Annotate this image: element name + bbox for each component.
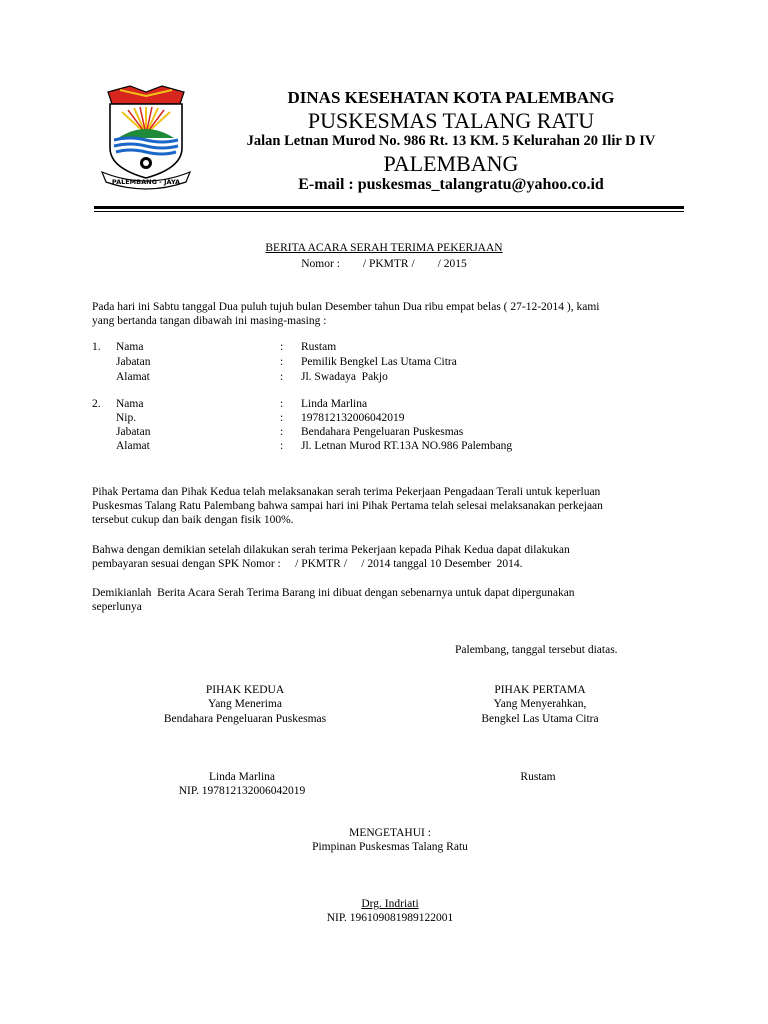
colon: : <box>280 440 284 452</box>
institution-address: Jalan Letnan Murod No. 986 Rt. 13 KM. 5 Kelurahan 20 Ilir D IV <box>246 133 656 149</box>
signatory-left-name: Linda Marlina <box>208 771 276 783</box>
signatory-right-name: Rustam <box>520 771 556 783</box>
colon: : <box>280 398 284 410</box>
party-2-value: Linda Marlina <box>301 398 368 410</box>
colon: : <box>280 426 284 438</box>
document-title: BERITA ACARA SERAH TERIMA PEKERJAAN <box>265 242 503 254</box>
palembang-city-emblem <box>100 84 192 194</box>
signatory-right-sub: Yang Menyerahkan, <box>493 698 587 710</box>
colon: : <box>280 356 284 368</box>
signatory-right-position: Bengkel Las Utama Citra <box>481 713 599 725</box>
signatory-left-role: PIHAK KEDUA <box>205 684 285 696</box>
letterhead-divider-thin <box>94 211 684 212</box>
document-number: Nomor : / PKMTR / / 2015 <box>301 258 467 270</box>
approval-label: MENGETAHUI : <box>349 827 431 839</box>
party-2-label: Nip. <box>116 412 137 424</box>
paragraph-1-line-1: Pihak Pertama dan Pihak Kedua telah melaksanakan serah terima Pekerjaan Pengadaan Terali untuk keperluan <box>92 486 601 498</box>
colon: : <box>280 371 284 383</box>
letterhead-divider-thick <box>94 206 684 209</box>
paragraph-2-line-2: pembayaran sesuai dengan SPK Nomor : / PKMTR / / 2014 tanggal 10 Desember 2014. <box>92 558 523 570</box>
party-2-value: Bendahara Pengeluaran Puskesmas <box>301 426 464 438</box>
party-1-value: Pemilik Bengkel Las Utama Citra <box>301 356 457 368</box>
party-2-label: Alamat <box>116 440 150 452</box>
colon: : <box>280 412 284 424</box>
party-1-label: Jabatan <box>116 356 151 368</box>
approver-name: Drg. Indriati <box>361 898 419 910</box>
party-2-value: 197812132006042019 <box>301 412 405 424</box>
intro-line-2: yang bertanda tangan dibawah ini masing-masing : <box>92 315 327 327</box>
colon: : <box>280 341 284 353</box>
signatory-left-sub: Yang Menerima <box>208 698 282 710</box>
institution-email: E-mail : puskesmas_talangratu@yahoo.co.id <box>298 176 604 193</box>
paragraph-1-line-3: tersebut cukup dan baik dengan fisik 100%. <box>92 514 294 526</box>
signatory-left-nip: NIP. 197812132006042019 <box>178 785 306 797</box>
city-name: PALEMBANG <box>383 151 519 176</box>
party-1-number: 1. <box>92 341 101 353</box>
party-1-value: Rustam <box>301 341 337 353</box>
party-2-value: Jl. Letnan Murod RT.13A NO.986 Palembang <box>301 440 513 452</box>
paragraph-1-line-2: Puskesmas Talang Ratu Palembang bahwa sampai hari ini Pihak Pertama telah selesai melaksanakan perkejaan <box>92 500 603 512</box>
paragraph-3-line-2: seperlunya <box>92 601 142 613</box>
agency-name: DINAS KESEHATAN KOTA PALEMBANG <box>287 88 615 107</box>
party-1-label: Alamat <box>116 371 150 383</box>
institution-name: PUSKESMAS TALANG RATU <box>307 108 595 133</box>
approver-nip: NIP. 196109081989122001 <box>326 912 454 924</box>
approval-position: Pimpinan Puskesmas Talang Ratu <box>312 841 468 853</box>
place-and-date: Palembang, tanggal tersebut diatas. <box>455 644 618 656</box>
emblem-ribbon-text: PALEMBANG - JAYA <box>111 178 181 186</box>
party-2-label: Jabatan <box>116 426 151 438</box>
party-1-value: Jl. Swadaya Pakjo <box>301 371 388 383</box>
signatory-left-position: Bendahara Pengeluaran Puskesmas <box>163 713 327 725</box>
party-2-number: 2. <box>92 398 101 410</box>
signatory-right-role: PIHAK PERTAMA <box>494 684 586 696</box>
party-1-label: Nama <box>116 341 144 353</box>
intro-line-1: Pada hari ini Sabtu tanggal Dua puluh tujuh bulan Desember tahun Dua ribu empat belas ( 27-12-2014 ), kami <box>92 301 600 313</box>
party-2-label: Nama <box>116 398 144 410</box>
paragraph-2-line-1: Bahwa dengan demikian setelah dilakukan serah terima Pekerjaan kepada Pihak Kedua dapat dilakukan <box>92 544 570 556</box>
paragraph-3-line-1: Demikianlah Berita Acara Serah Terima Barang ini dibuat dengan sebenarnya untuk dapat dipergunakan <box>92 587 575 599</box>
